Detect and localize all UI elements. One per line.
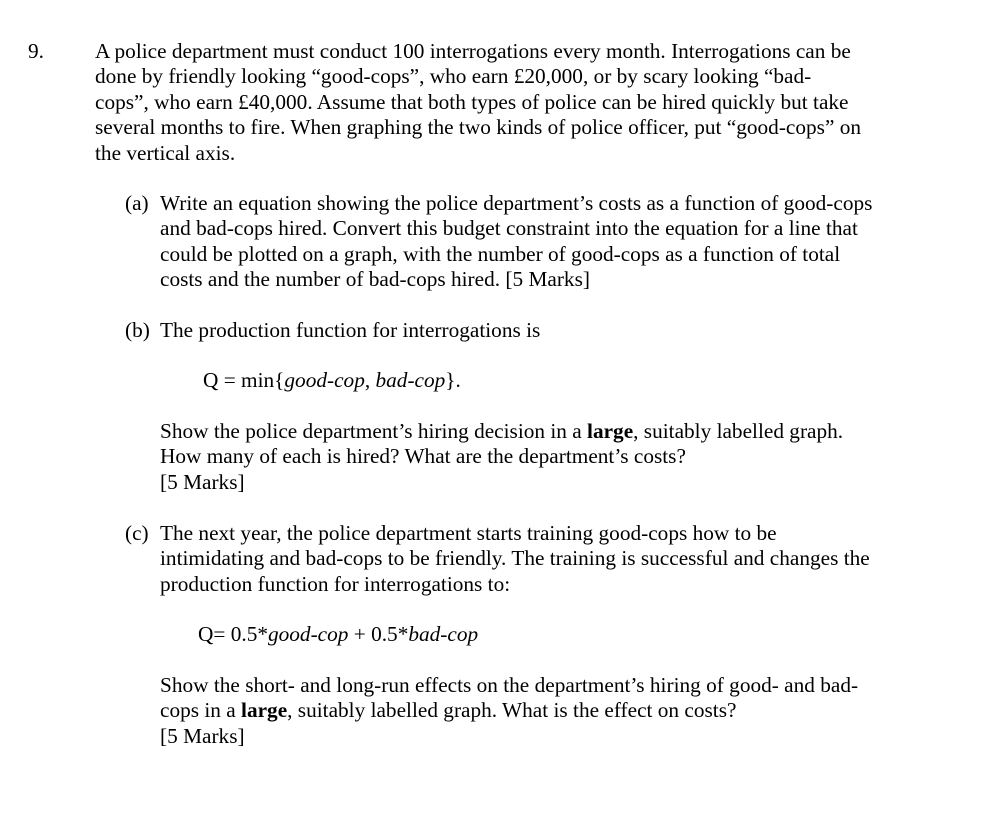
- part-a: [125, 191, 885, 293]
- part-b-formula-var2: bad-cop: [375, 368, 446, 392]
- part-b: [125, 318, 885, 343]
- part-b-intro: The production function for interrogations is: [160, 318, 541, 342]
- part-b-task-text: Show the police department’s hiring decision in a: [160, 419, 588, 443]
- part-c-formula-var1: good-cop: [267, 622, 349, 646]
- part-b-marks: [5 Marks]: [160, 469, 245, 494]
- part-c-task-bold: large: [241, 698, 288, 723]
- question-stem: A police department must conduct 100 interrogations every month. Interrogations can be done by friendly looking “good-cops”, who earn £20,000, or by scary looking “bad-cops”, who earn £40,000. Assume that both types of police can be hired quickly but take several months to fire. When graphing the two kinds of police officer, put “good-cops” on the vertical axis.: [95, 39, 862, 165]
- part-b-formula-prefix: Q = min{: [203, 368, 285, 392]
- part-b-formula-var1: good-cop: [284, 368, 365, 392]
- part-b-formula-suffix: }.: [445, 368, 461, 392]
- part-c-label: (c): [125, 521, 149, 545]
- part-b-task-text-end: , suitably labelled graph. How many of each is hired? What are the department’s costs?: [160, 419, 844, 469]
- part-c-formula-prefix: Q= 0.5*: [198, 622, 268, 646]
- part-c-task: [160, 673, 860, 749]
- part-c-intro: The next year, the police department starts training good-cops how to be intimidating and bad-cops to be friendly. The training is successful and changes the production function for interrogations to:: [160, 521, 870, 596]
- part-c-formula-mid: + 0.5*: [348, 622, 409, 646]
- part-a-text: Write an equation showing the police department’s costs as a function of good-cops and bad-cops hired. Convert this budget constraint into the equation for a line that could be plotted on a graph, with the number of good-cops as a function of total costs and the number of bad-cops hired. [5 Marks]: [160, 191, 873, 292]
- part-b-formula: [203, 368, 461, 393]
- part-b-task: [160, 419, 860, 495]
- part-a-label: (a): [125, 191, 149, 215]
- part-c-formula-var2: bad-cop: [408, 622, 479, 646]
- part-c-task-text-end: , suitably labelled graph. What is the effect on costs?: [287, 698, 737, 723]
- part-c-formula: [198, 622, 478, 647]
- part-c-task-text: Show the short- and long-run effects on the department’s hiring of good- and bad-cops in a: [160, 673, 859, 723]
- part-b-label: (b): [125, 318, 150, 342]
- part-c-marks: [5 Marks]: [160, 723, 245, 748]
- part-b-task-bold: large: [587, 419, 634, 443]
- question-number: 9.: [28, 39, 44, 63]
- part-b-formula-sep: ,: [364, 368, 376, 392]
- part-c: [125, 521, 885, 597]
